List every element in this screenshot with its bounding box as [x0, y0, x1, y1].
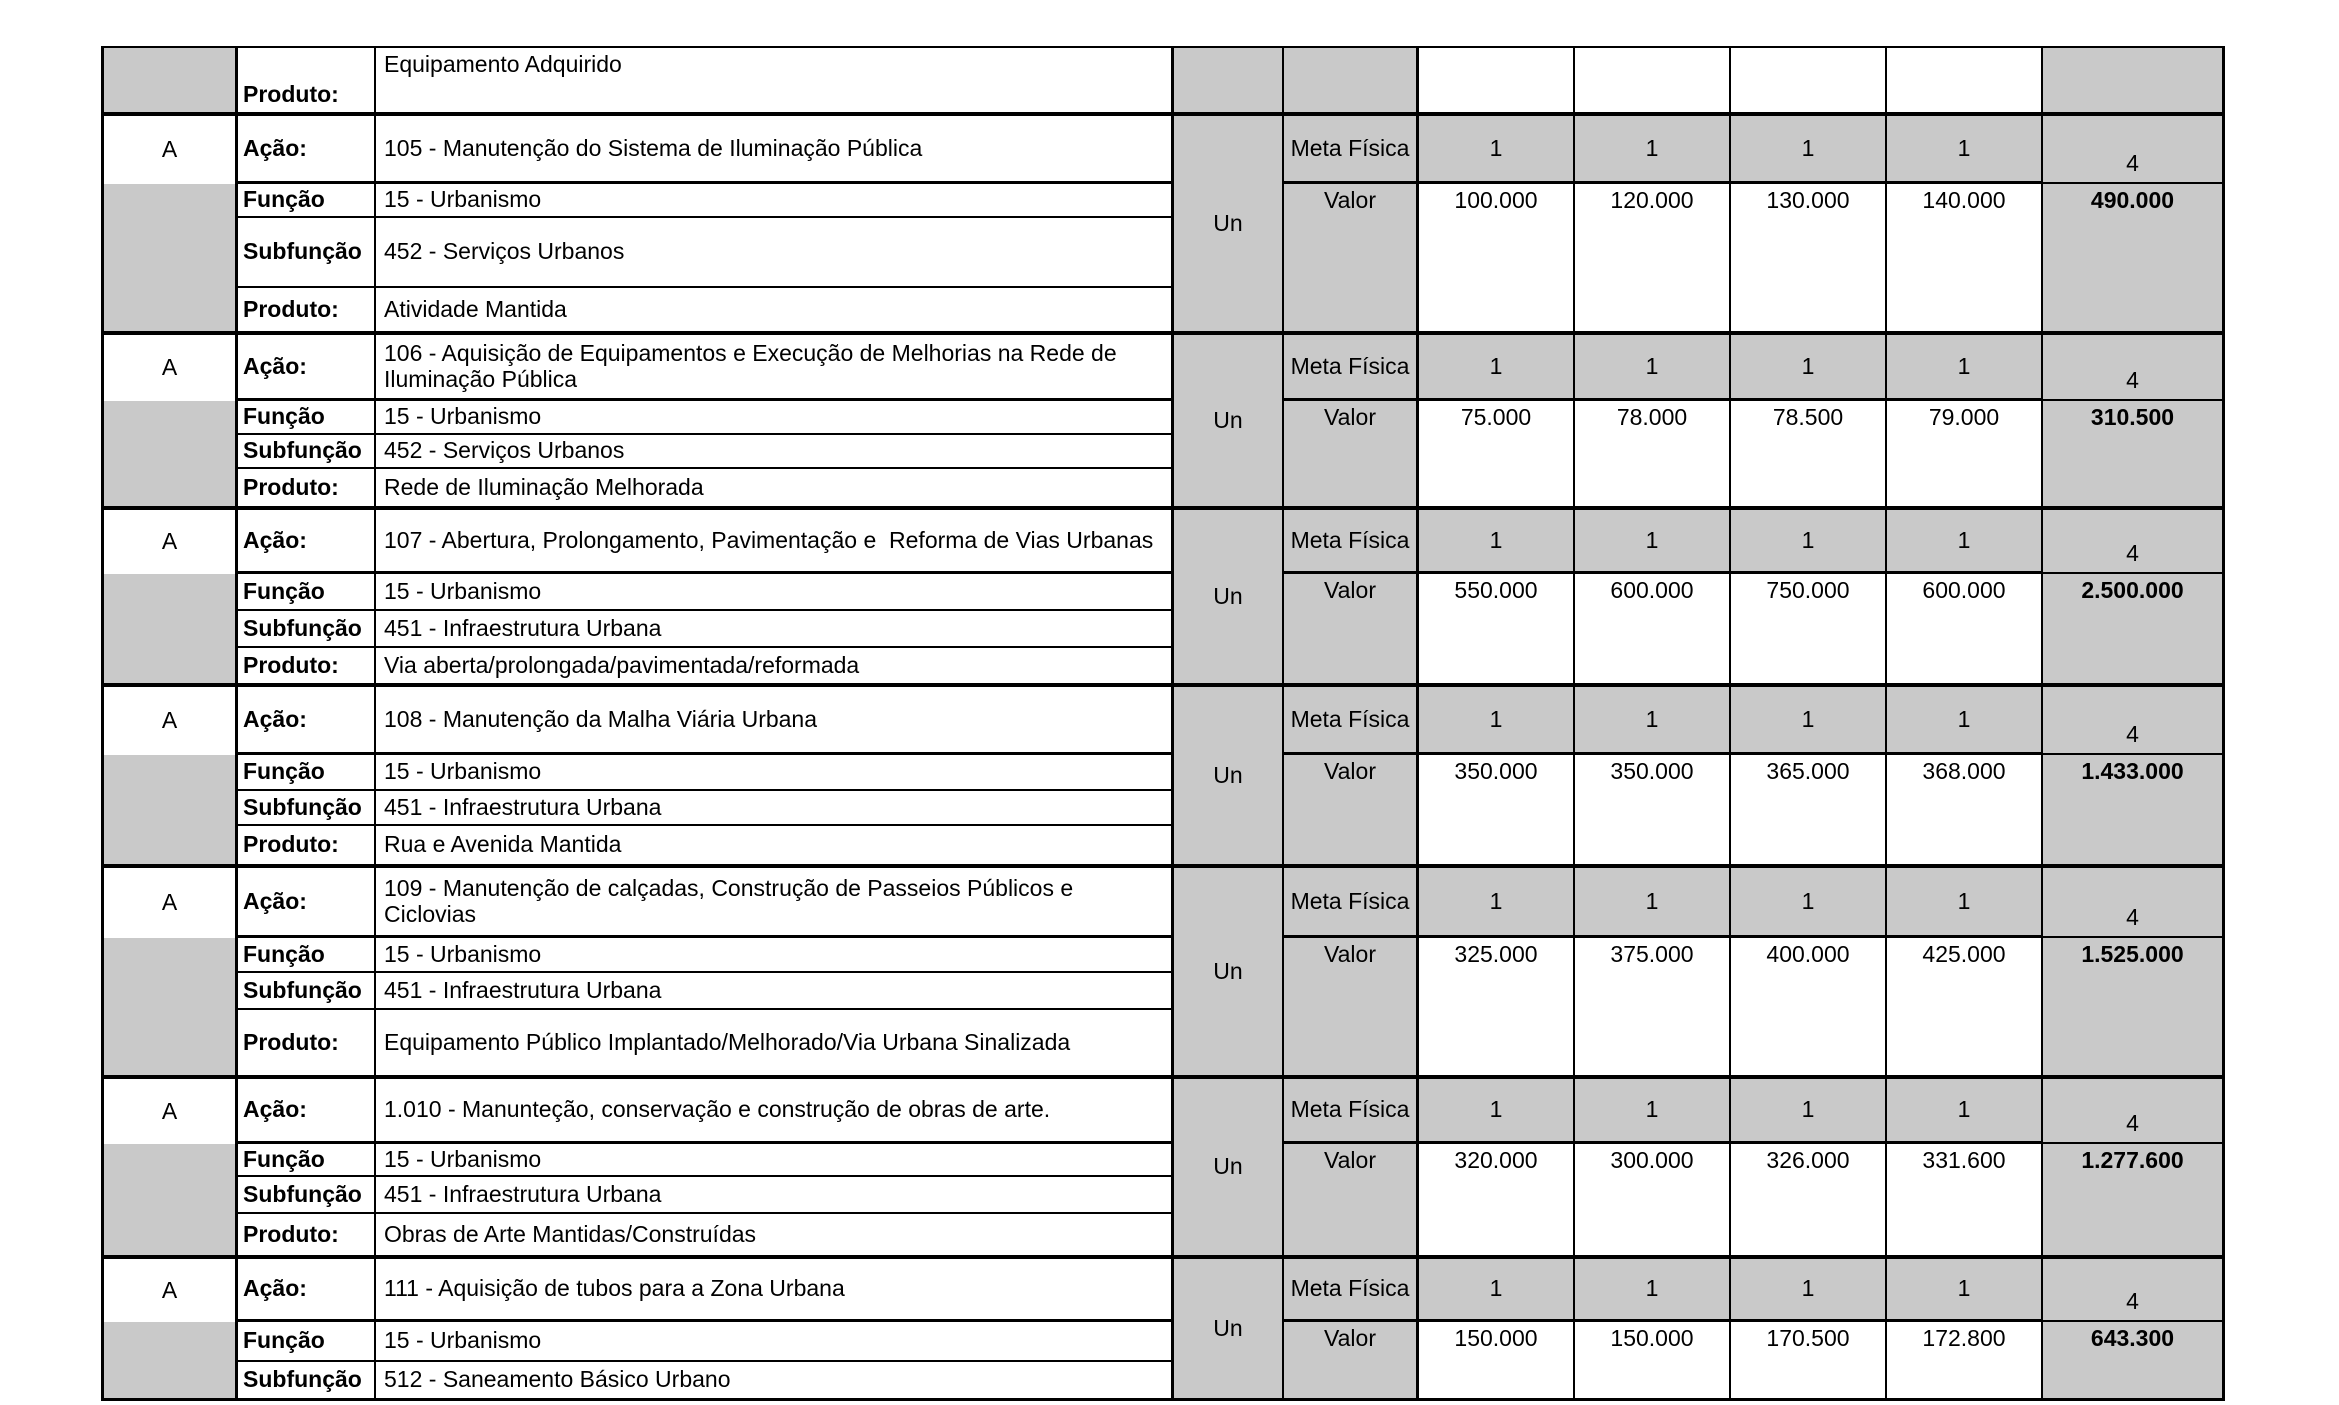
valor-label: Valor [1284, 1144, 1419, 1255]
letter-col-fill [104, 184, 238, 331]
meta-fisica-label: Meta Física [1284, 335, 1419, 401]
valor-value-year3: 78.500 [1731, 401, 1887, 506]
acao-label: Ação: [238, 510, 376, 574]
year4-col-spacer [1887, 48, 2043, 112]
produto-label: Produto: [238, 288, 376, 331]
produto-label: Produto: [238, 826, 376, 864]
subfuncao-description: 451 - Infraestrutura Urbana [376, 1177, 1174, 1214]
funcao-description: 15 - Urbanismo [376, 755, 1174, 791]
produto-description: Rede de Iluminação Melhorada [376, 469, 1174, 506]
meta-value-year1: 1 [1419, 687, 1575, 755]
subfuncao-description: 451 - Infraestrutura Urbana [376, 973, 1174, 1010]
valor-value-year2: 350.000 [1575, 755, 1731, 864]
meta-total: 4 [2043, 335, 2225, 401]
letter-col-fill [104, 1322, 238, 1398]
meta-value-year3: 1 [1731, 1259, 1887, 1322]
valor-value-year2: 150.000 [1575, 1322, 1731, 1398]
valor-value-year3: 326.000 [1731, 1144, 1887, 1255]
produto-description: Equipamento Público Implantado/Melhorado/Via Urbana Sinalizada [376, 1010, 1174, 1075]
funcao-description: 15 - Urbanismo [376, 184, 1174, 218]
unit-cell: Un [1174, 116, 1284, 331]
meta-value-year3: 1 [1731, 510, 1887, 574]
meta-total: 4 [2043, 116, 2225, 184]
produto-label: Produto: [238, 1010, 376, 1075]
meta-value-year1: 1 [1419, 1259, 1575, 1322]
valor-value-year4: 172.800 [1887, 1322, 2043, 1398]
meta-fisica-label: Meta Física [1284, 1259, 1419, 1322]
valor-value-year4: 368.000 [1887, 755, 2043, 864]
valor-value-year4: 79.000 [1887, 401, 2043, 506]
meta-value-year2: 1 [1575, 1079, 1731, 1144]
acao-description: 111 - Aquisição de tubos para a Zona Urbana [376, 1259, 1174, 1322]
unit-cell: Un [1174, 1079, 1284, 1255]
un-col-spacer [1174, 48, 1284, 112]
subfuncao-description: 452 - Serviços Urbanos [376, 218, 1174, 288]
unit-cell: Un [1174, 1259, 1284, 1398]
valor-value-year3: 170.500 [1731, 1322, 1887, 1398]
letter-col-fill [104, 938, 238, 1075]
valor-value-year4: 331.600 [1887, 1144, 2043, 1255]
classification-letter: A [104, 1259, 238, 1322]
meta-fisica-label: Meta Física [1284, 687, 1419, 755]
subfuncao-description: 451 - Infraestrutura Urbana [376, 611, 1174, 648]
acao-label: Ação: [238, 687, 376, 755]
acao-label: Ação: [238, 1079, 376, 1144]
unit-cell: Un [1174, 687, 1284, 864]
subfuncao-label: Subfunção [238, 791, 376, 826]
valor-total: 1.433.000 [2043, 755, 2225, 864]
funcao-label: Função [238, 1322, 376, 1362]
valor-label: Valor [1284, 574, 1419, 683]
meta-value-year2: 1 [1575, 687, 1731, 755]
year2-col-spacer [1575, 48, 1731, 112]
produto-description: Equipamento Adquirido [376, 48, 1174, 112]
meta-value-year4: 1 [1887, 868, 2043, 938]
meta-value-year1: 1 [1419, 116, 1575, 184]
acao-label: Ação: [238, 116, 376, 184]
acao-label: Ação: [238, 1259, 376, 1322]
valor-label: Valor [1284, 1322, 1419, 1398]
meta-value-year3: 1 [1731, 687, 1887, 755]
funcao-label: Função [238, 574, 376, 611]
valor-label: Valor [1284, 938, 1419, 1075]
valor-value-year1: 325.000 [1419, 938, 1575, 1075]
valor-total: 490.000 [2043, 184, 2225, 331]
meta-value-year4: 1 [1887, 116, 2043, 184]
produto-description: Obras de Arte Mantidas/Construídas [376, 1214, 1174, 1255]
meta-total: 4 [2043, 687, 2225, 755]
meta-value-year3: 1 [1731, 1079, 1887, 1144]
meta-value-year2: 1 [1575, 510, 1731, 574]
valor-value-year1: 75.000 [1419, 401, 1575, 506]
meta-total: 4 [2043, 510, 2225, 574]
classification-letter: A [104, 116, 238, 184]
meta-value-year1: 1 [1419, 335, 1575, 401]
valor-value-year1: 100.000 [1419, 184, 1575, 331]
meta-value-year4: 1 [1887, 510, 2043, 574]
meta-total: 4 [2043, 1079, 2225, 1144]
letter-col-fill [104, 1144, 238, 1255]
valor-value-year2: 78.000 [1575, 401, 1731, 506]
valor-total: 1.277.600 [2043, 1144, 2225, 1255]
ppa-actions-table [101, 46, 2225, 1401]
acao-description: 108 - Manutenção da Malha Viária Urbana [376, 687, 1174, 755]
valor-value-year2: 375.000 [1575, 938, 1731, 1075]
produto-description: Rua e Avenida Mantida [376, 826, 1174, 864]
produto-description: Via aberta/prolongada/pavimentada/reformada [376, 648, 1174, 683]
classification-letter: A [104, 687, 238, 755]
classification-letter: A [104, 1079, 238, 1144]
acao-description: 107 - Abertura, Prolongamento, Pavimentação e Reforma de Vias Urbanas [376, 510, 1174, 574]
produto-label: Produto: [238, 1214, 376, 1255]
acao-description: 105 - Manutenção do Sistema de Iluminação Pública [376, 116, 1174, 184]
valor-total: 310.500 [2043, 401, 2225, 506]
unit-cell: Un [1174, 868, 1284, 1075]
valor-value-year3: 750.000 [1731, 574, 1887, 683]
funcao-label: Função [238, 184, 376, 218]
meta-fisica-label: Meta Física [1284, 116, 1419, 184]
acao-label: Ação: [238, 868, 376, 938]
funcao-description: 15 - Urbanismo [376, 401, 1174, 435]
valor-label: Valor [1284, 755, 1419, 864]
funcao-description: 15 - Urbanismo [376, 574, 1174, 611]
meta-fisica-label: Meta Física [1284, 868, 1419, 938]
letter-col-fill [104, 401, 238, 506]
valor-total: 643.300 [2043, 1322, 2225, 1398]
acao-description: 1.010 - Manunteção, conservação e construção de obras de arte. [376, 1079, 1174, 1144]
meta-value-year1: 1 [1419, 1079, 1575, 1144]
valor-value-year4: 140.000 [1887, 184, 2043, 331]
valor-total: 2.500.000 [2043, 574, 2225, 683]
meta-fisica-label: Meta Física [1284, 1079, 1419, 1144]
acao-description: 106 - Aquisição de Equipamentos e Execução de Melhorias na Rede de Iluminação Pública [376, 335, 1174, 401]
meta-value-year3: 1 [1731, 868, 1887, 938]
acao-description: 109 - Manutenção de calçadas, Construção de Passeios Públicos e Ciclovias [376, 868, 1174, 938]
subfuncao-description: 512 - Saneamento Básico Urbano [376, 1362, 1174, 1398]
funcao-label: Função [238, 1144, 376, 1177]
action-block [104, 1255, 2225, 1401]
meta-value-year1: 1 [1419, 868, 1575, 938]
funcao-label: Função [238, 401, 376, 435]
subfuncao-label: Subfunção [238, 1362, 376, 1398]
letter-col-spacer [104, 48, 238, 112]
meta-value-year2: 1 [1575, 116, 1731, 184]
subfuncao-label: Subfunção [238, 973, 376, 1010]
meta-value-year2: 1 [1575, 868, 1731, 938]
meta-value-year2: 1 [1575, 335, 1731, 401]
action-block [104, 331, 2225, 506]
meta-col-spacer [1284, 48, 1419, 112]
action-block [104, 112, 2225, 331]
funcao-label: Função [238, 755, 376, 791]
produto-label: Produto: [238, 469, 376, 506]
meta-total: 4 [2043, 1259, 2225, 1322]
valor-value-year3: 400.000 [1731, 938, 1887, 1075]
funcao-description: 15 - Urbanismo [376, 1322, 1174, 1362]
classification-letter: A [104, 335, 238, 401]
meta-value-year4: 1 [1887, 1079, 2043, 1144]
valor-value-year2: 600.000 [1575, 574, 1731, 683]
valor-value-year3: 365.000 [1731, 755, 1887, 864]
meta-value-year3: 1 [1731, 116, 1887, 184]
subfuncao-description: 452 - Serviços Urbanos [376, 435, 1174, 469]
valor-value-year1: 150.000 [1419, 1322, 1575, 1398]
subfuncao-label: Subfunção [238, 611, 376, 648]
table-continued-row [104, 46, 2225, 112]
meta-value-year4: 1 [1887, 687, 2043, 755]
meta-total: 4 [2043, 868, 2225, 938]
action-block [104, 506, 2225, 683]
meta-value-year4: 1 [1887, 1259, 2043, 1322]
meta-value-year3: 1 [1731, 335, 1887, 401]
valor-value-year1: 350.000 [1419, 755, 1575, 864]
funcao-description: 15 - Urbanismo [376, 938, 1174, 973]
action-block [104, 1075, 2225, 1255]
subfuncao-description: 451 - Infraestrutura Urbana [376, 791, 1174, 826]
valor-value-year3: 130.000 [1731, 184, 1887, 331]
valor-label: Valor [1284, 184, 1419, 331]
produto-label: Produto: [238, 648, 376, 683]
action-block [104, 683, 2225, 864]
action-block [104, 864, 2225, 1075]
acao-label: Ação: [238, 335, 376, 401]
valor-value-year2: 120.000 [1575, 184, 1731, 331]
unit-cell: Un [1174, 510, 1284, 683]
meta-value-year4: 1 [1887, 335, 2043, 401]
valor-value-year1: 550.000 [1419, 574, 1575, 683]
unit-cell: Un [1174, 335, 1284, 506]
valor-label: Valor [1284, 401, 1419, 506]
valor-total: 1.525.000 [2043, 938, 2225, 1075]
classification-letter: A [104, 868, 238, 938]
produto-description: Atividade Mantida [376, 288, 1174, 331]
subfuncao-label: Subfunção [238, 435, 376, 469]
valor-value-year1: 320.000 [1419, 1144, 1575, 1255]
total-col-spacer [2043, 48, 2225, 112]
funcao-description: 15 - Urbanismo [376, 1144, 1174, 1177]
subfuncao-label: Subfunção [238, 218, 376, 288]
valor-value-year2: 300.000 [1575, 1144, 1731, 1255]
letter-col-fill [104, 755, 238, 864]
classification-letter: A [104, 510, 238, 574]
valor-value-year4: 425.000 [1887, 938, 2043, 1075]
produto-label: Produto: [238, 48, 376, 112]
funcao-label: Função [238, 938, 376, 973]
meta-value-year2: 1 [1575, 1259, 1731, 1322]
year3-col-spacer [1731, 48, 1887, 112]
meta-value-year1: 1 [1419, 510, 1575, 574]
letter-col-fill [104, 574, 238, 683]
subfuncao-label: Subfunção [238, 1177, 376, 1214]
valor-value-year4: 600.000 [1887, 574, 2043, 683]
meta-fisica-label: Meta Física [1284, 510, 1419, 574]
year1-col-spacer [1419, 48, 1575, 112]
